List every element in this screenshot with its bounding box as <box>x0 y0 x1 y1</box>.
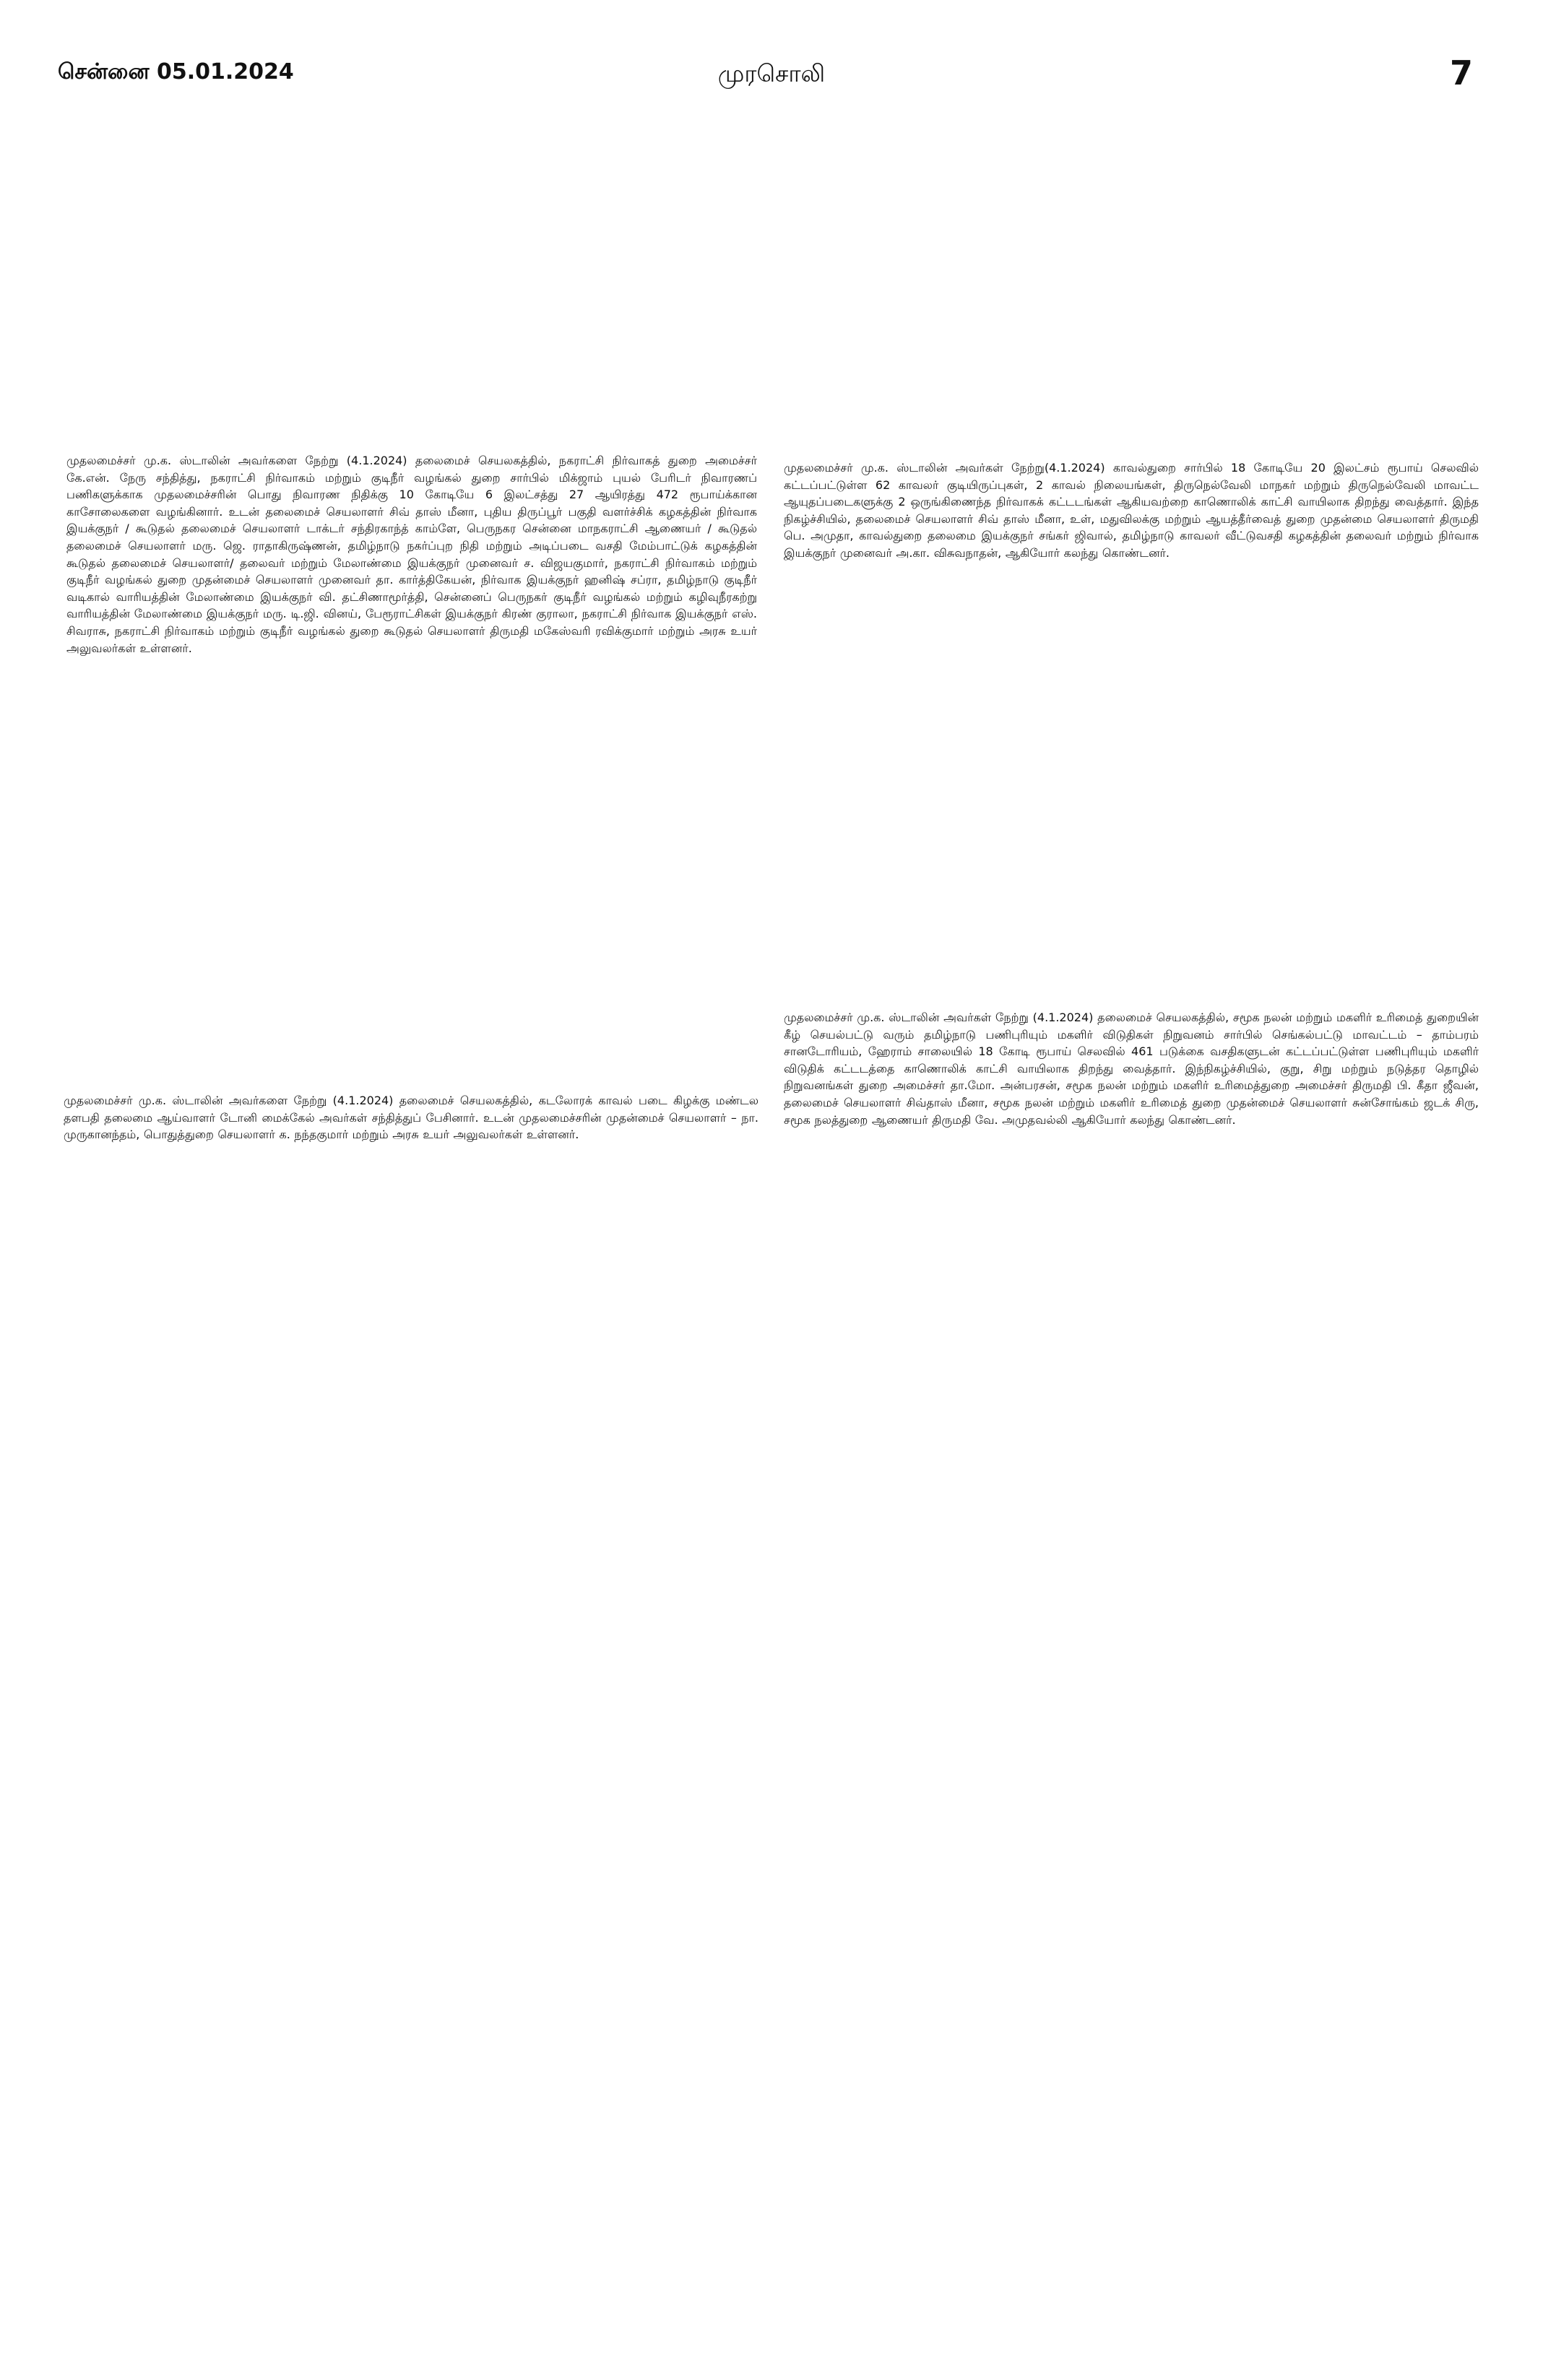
newspaper-title: முரசொலி <box>717 59 826 87</box>
edition-date: சென்னை 05.01.2024 <box>58 59 294 85</box>
photo-caption-top-left: முதலமைச்சர் மு.க. ஸ்டாலின் அவர்களை நேற்று (4.1.2024) தலைமைச் செயலகத்தில், நகராட்சி நிர்வாகத் துறை அமைச்சர் கே.என். நேரு சந்தித்து, நகராட்சி நிர்வாகம் மற்றும் குடிநீர் வழங்கல் துறை சார்பில் மிக்ஜாம் புயல் பேரிடர் நிவாரணப் பணிகளுக்காக முதலமைச்சரின் பொது நிவாரண நிதிக்கு 10 கோடியே 6 இலட்சத்து 27 ஆயிரத்து 472 ரூபாய்க்கான காசோலைகளை வழங்கினார். உடன் தலைமைச் செயலாளர் சிவ் தாஸ் மீனா, புதிய திருப்பூர் பகுதி வளர்ச்சிக் கழகத்தின் நிர்வாக இயக்குநர் / கூடுதல் தலைமைச் செயலாளர் டாக்டர் சந்திரகாந்த் காம்ளே, பெருநகர சென்னை மாநகராட்சி ஆணையர் / கூடுதல் தலைமைச் செயலாளர் மரு. ஜெ. ராதாகிருஷ்ணன், தமிழ்நாடு நகர்ப்புற நிதி மற்றும் அடிப்படை வசதி மேம்பாட்டுக் கழகத்தின் கூடுதல் தலைமைச் செயலாளர்/ தலைவர் மற்றும் மேலாண்மை இயக்குநர் முனைவர் ச. விஜயகுமார், நகராட்சி நிர்வாகம் மற்றும் குடிநீர் வழங்கல் துறை முதன்மைச் செயலாளர் முனைவர் தா. கார்த்திகேயன், நிர்வாக இயக்குநர் ஹனிஷ் சப்ரா, தமிழ்நாடு குடிநீர் வடிகால் வாரியத்தின் மேலாண்மை இயக்குநர் வி. தட்சிணாமூர்த்தி, சென்னைப் பெருநகர் குடிநீர் வழங்கல் மற்றும் கழிவுநீரகற்று வாரியத்தின் மேலாண்மை இயக்குநர் மரு. டி.ஜி. வினய், பேரூராட்சிகள் இயக்குநர் கிரண் குராலா, நகராட்சி நிர்வாக இயக்குநர் எஸ். சிவராசு, நகராட்சி நிர்வாகம் மற்றும் குடிநீர் வழங்கல் துறை கூடுதல் செயலாளர் திருமதி மகேஸ்வரி ரவிக்குமார் மற்றும் அரசு உயர் அலுவலர்கள் உள்ளனர். <box>66 454 758 655</box>
photo-caption-top-right: முதலமைச்சர் மு.க. ஸ்டாலின் அவர்கள் நேற்று(4.1.2024) காவல்துறை சார்பில் 18 கோடியே 20 இலட்சம் ரூபாய் செலவில் கட்டப்பட்டுள்ள 62 காவலர் குடியிருப்புகள், 2 காவல் நிலையங்கள், திருநெல்வேலி மாநகர் மற்றும் திருநெல்வேலி மாவட்ட ஆயுதப்படைகளுக்கு 2 ஒருங்கிணைந்த நிர்வாகக் கட்டடங்கள் ஆகியவற்றை காணொலிக் காட்சி வாயிலாக திறந்து வைத்தார். இந்த நிகழ்ச்சியில், தலைமைச் செயலாளர் சிவ் தாஸ் மீனா, உள், மதுவிலக்கு மற்றும் ஆயத்தீர்வைத் துறை முதன்மை செயலாளர் திருமதி பெ. அமுதா, காவல்துறை தலைமை இயக்குநர் சங்கர் ஜிவால், தமிழ்நாடு காவலர் வீட்டுவசதி கழகத்தின் தலைவர் மற்றும் நிர்வாக இயக்குநர் முனைவர் அ.கா. விசுவநாதன், ஆகியோர் கலந்து கொண்டனர். <box>784 461 1479 560</box>
photo-caption-bottom-right: முதலமைச்சர் மு.க. ஸ்டாலின் அவர்கள் நேற்று (4.1.2024) தலைமைச் செயலகத்தில், சமூக நலன் மற்றும் மகளிர் உரிமைத் துறையின் கீழ் செயல்பட்டு வரும் தமிழ்நாடு பணிபுரியும் மகளிர் விடுதிகள் நிறுவனம் சார்பில் செங்கல்பட்டு மாவட்டம் – தாம்பரம் சானடோரியம், ஹேராம் சாலையில் 18 கோடி ரூபாய் செலவில் 461 படுக்கை வசதிகளுடன் கட்டப்பட்டுள்ள பணிபுரியும் மகளிர் விடுதிக் கட்டடத்தை காணொலிக் காட்சி வாயிலாக திறந்து வைத்தார். இந்நிகழ்ச்சியில், குறு, சிறு மற்றும் நடுத்தர தொழில் நிறுவனங்கள் துறை அமைச்சர் தா.மோ. அன்பரசன், சமூக நலன் மற்றும் மகளிர் உரிமைத்துறை அமைச்சர் திருமதி பி. கீதா ஜீவன், தலைமைச் செயலாளர் சிவ்தாஸ் மீனா, சமூக நலன் மற்றும் மகளிர் உரிமைத் துறை முதன்மைச் செயலாளர் சுன்சோங்கம் ஜடக் சிரு, சமூக நலத்துறை ஆணையர் திருமதி வே. அமுதவல்லி ஆகியோர் கலந்து கொண்டனர். <box>784 1011 1479 1127</box>
photo-caption-bottom-left: முதலமைச்சர் மு.க. ஸ்டாலின் அவர்களை நேற்று (4.1.2024) தலைமைச் செயலகத்தில், கடலோரக் காவல் படை கிழக்கு மண்டல தளபதி தலைமை ஆய்வாளர் டோனி மைக்கேல் அவர்கள் சந்தித்துப் பேசினார். உடன் முதலமைச்சரின் முதன்மைச் செயலாளர் – நா. முருகானந்தம், பொதுத்துறை செயலாளர் க. நந்தகுமார் மற்றும் அரசு உயர் அலுவலர்கள் உள்ளனர். <box>64 1094 758 1142</box>
page-number: 7 <box>1449 53 1473 92</box>
page-header <box>0 0 1543 101</box>
